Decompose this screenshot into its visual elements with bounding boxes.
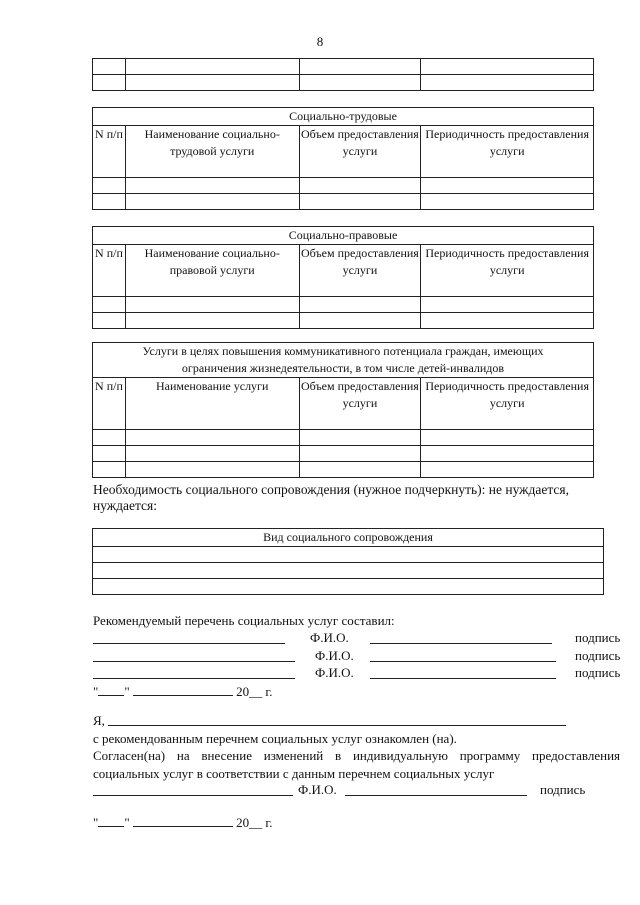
signature-label: подпись: [575, 665, 621, 680]
escort-need-text: Необходимость социального сопровождения (нужное подчеркнуть): не нуждается,: [93, 482, 570, 497]
compiler-name-line-1: [93, 643, 285, 644]
table-row: [93, 75, 594, 91]
compiler-name-line-3: [93, 678, 295, 679]
header-row: [93, 245, 594, 297]
col-header-service-name: Наименование услуги: [125, 378, 299, 430]
table-row: [93, 462, 594, 478]
table-row: [93, 430, 594, 446]
table-row: [93, 59, 594, 75]
date-quote-open: ": [93, 815, 99, 830]
col-header-service-name: Наименование социально-правовой услуги: [125, 245, 299, 297]
table-row: [93, 563, 604, 579]
section-title: Вид социального сопровождения: [93, 529, 604, 547]
fio-line-2: [370, 661, 556, 662]
month-blank: [133, 683, 233, 696]
escort-need-text-2: нуждается:: [93, 498, 157, 513]
date-quote-close: ": [124, 815, 130, 830]
fio-label: Ф.И.О.: [315, 665, 354, 680]
social-legal-table: [92, 226, 594, 329]
signature-label: подпись: [575, 630, 621, 645]
year-label: 20__ г.: [236, 684, 273, 699]
table-row: [93, 579, 604, 595]
col-header-num: N п/п: [93, 378, 126, 430]
person-name-line: [108, 725, 566, 726]
col-header-num: N п/п: [93, 245, 126, 297]
table-row: [93, 194, 594, 210]
day-blank: [98, 814, 124, 827]
fio-line-1: [370, 643, 552, 644]
table-row: [93, 547, 604, 563]
communication-services-table: [92, 342, 594, 478]
page-number: 8: [316, 34, 324, 49]
col-header-volume: Объем предоставления услуги: [299, 126, 421, 178]
date-quote-open: ": [93, 684, 99, 699]
col-header-service-name: Наименование социально-трудовой услуги: [125, 126, 299, 178]
col-header-volume: Объем предоставления услуги: [299, 245, 421, 297]
section-title: Услуги в целях повышения коммуникативного потенциала граждан, имеющих ограничения жизнедеятельности, в том числе детей-инвалидов: [93, 343, 594, 378]
section-title: Социально-правовые: [93, 227, 594, 245]
table-row: [93, 178, 594, 194]
date-quote-close: ": [124, 684, 130, 699]
date-line: [93, 683, 273, 700]
signature-label: подпись: [540, 782, 586, 797]
fio-label: Ф.И.О.: [315, 648, 354, 663]
table-row: [93, 446, 594, 462]
fio-label: Ф.И.О.: [298, 782, 337, 797]
header-row: [93, 126, 594, 178]
day-blank: [98, 683, 124, 696]
date-line: [93, 814, 273, 831]
compiler-name-line-2: [93, 661, 295, 662]
section-title: Социально-трудовые: [93, 108, 594, 126]
agree-fio-line: [345, 795, 527, 796]
col-header-periodicity: Периодичность предоставления услуги: [421, 126, 594, 178]
continuation-table: [92, 58, 594, 91]
ya-label: Я,: [93, 713, 105, 728]
table-row: [93, 313, 594, 329]
table-row: [93, 297, 594, 313]
fio-label: Ф.И.О.: [310, 630, 349, 645]
familiarized-text: с рекомендованным перечнем социальных услуг ознакомлен (на).: [93, 731, 457, 746]
social-labor-table: [92, 107, 594, 210]
agree-text-2: социальных услуг в соответствии с данным перечнем социальных услуг: [93, 766, 495, 781]
escort-type-table: [92, 528, 604, 595]
col-header-periodicity: Периодичность предоставления услуги: [421, 378, 594, 430]
header-row: [93, 378, 594, 430]
fio-line-3: [370, 678, 556, 679]
recommend-heading: Рекомендуемый перечень социальных услуг составил:: [93, 613, 395, 628]
col-header-volume: Объем предоставления услуги: [299, 378, 421, 430]
col-header-num: N п/п: [93, 126, 126, 178]
month-blank: [133, 814, 233, 827]
year-label: 20__ г.: [236, 815, 273, 830]
signature-label: подпись: [575, 648, 621, 663]
agree-text-1: Согласен(на) на внесение изменений в индивидуальную программу предоставления: [93, 748, 620, 763]
col-header-periodicity: Периодичность предоставления услуги: [421, 245, 594, 297]
agree-name-line: [93, 795, 293, 796]
